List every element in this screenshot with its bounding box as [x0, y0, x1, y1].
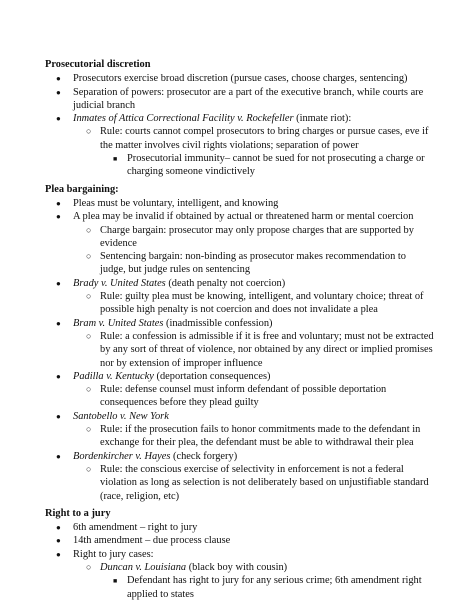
case-name: Duncan v. Louisiana [100, 561, 187, 573]
bullet-square-icon [113, 152, 125, 166]
case-name: Bordenkircher v. Hayes [73, 450, 171, 462]
bullet-square-icon [113, 574, 125, 588]
sub-list-item: ○ Charge bargain: prosecutor may only propose charges that are supported by evidence [73, 224, 434, 251]
bullet-list [45, 521, 434, 601]
sub-list-item: ○ Rule: the conscious exercise of selectivity in enforcement is not a federal violation as long as selection is not deliberately based on unjustifiable standard (race, religion, etc) [73, 463, 434, 503]
list-item: ● Padilla v. Kentucky (deportation consequences) ○ Rule: defense counsel must inform defendant of possible deportation consequences before they plead guilty [45, 370, 434, 410]
list-item: ● 14th amendment – due process clause [45, 534, 434, 547]
bullet-dot-icon [56, 72, 68, 85]
list-item: ● Bordenkircher v. Hayes (check forgery) ○ Rule: the conscious exercise of selectivity in enforcement is not a federal violation as long as selection is not deliberately based on unjustifiable standard (race, religion, etc) [45, 450, 434, 503]
bullet-dot-icon [56, 410, 68, 423]
sub-list-item: ○ Rule: if the prosecution fails to honor commitments made to the defendant in exchange for their plea, the defendant must be able to withdrawal their plea [73, 423, 434, 450]
list-item: ● 6th amendment – right to jury [45, 521, 434, 534]
section-right-to-jury [45, 507, 434, 601]
bullet-circle-icon [86, 290, 98, 303]
sub-list [73, 290, 434, 317]
bullet-circle-icon [86, 463, 98, 476]
sub-list [73, 463, 434, 503]
section-prosecutorial-discretion [45, 58, 434, 179]
bullet-circle-icon [86, 423, 98, 436]
case-name: Padilla v. Kentucky [73, 370, 154, 382]
bullet-dot-icon [56, 317, 68, 330]
sub-list [73, 423, 434, 450]
bullet-circle-icon [86, 250, 98, 263]
bullet-dot-icon [56, 112, 68, 125]
sub-list-item: ○ Rule: courts cannot compel prosecutors to bring charges or pursue cases, eve if the matter involves civil rights violations; separation of power ■ Prosecutorial immunity– cannot be sued for not prosecuting a charge or charging someone vindictively [73, 125, 434, 178]
sub-list-item: ○ Rule: defense counsel must inform defendant of possible deportation consequences before they plead guilty [73, 383, 434, 410]
sub-list-item: ○ Sentencing bargain: non-binding as prosecutor makes recommendation to judge, but judge rules on sentencing [73, 250, 434, 277]
sub-list-item: ○ Rule: guilty plea must be knowing, intelligent, and voluntary choice; threat of possible high penalty is not coercion and does not invalidate a plea [73, 290, 434, 317]
bullet-dot-icon [56, 548, 68, 561]
list-item: ● Prosecutors exercise broad discretion (pursue cases, choose charges, sentencing) [45, 72, 434, 85]
sub-list [73, 224, 434, 277]
section-heading: Right to a jury [45, 507, 111, 519]
sub-list-item: ○ Duncan v. Louisiana (black boy with cousin) ■ Defendant has right to jury for any serious crime; 6th amendment right applied to states [73, 561, 434, 601]
sub-sub-list [100, 574, 434, 601]
bullet-circle-icon [86, 383, 98, 396]
case-name: Inmates of Attica Correctional Facility v. Rockefeller [73, 113, 294, 125]
bullet-list [45, 72, 434, 178]
sub-sub-list-item: ■ Defendant has right to jury for any serious crime; 6th amendment right applied to states [100, 574, 434, 601]
sub-sub-list-item: ■ Prosecutorial immunity– cannot be sued for not prosecuting a charge or charging someone vindictively [100, 152, 434, 179]
section-heading: Plea bargaining: [45, 183, 119, 195]
list-item: ● Pleas must be voluntary, intelligent, and knowing [45, 197, 434, 210]
bullet-circle-icon [86, 224, 98, 237]
list-item: ● Separation of powers: prosecutor are a part of the executive branch, while courts are judicial branch [45, 86, 434, 113]
bullet-dot-icon [56, 534, 68, 547]
bullet-circle-icon [86, 125, 98, 138]
sub-list [73, 125, 434, 178]
sub-list [73, 561, 434, 601]
list-item: ● Brady v. United States (death penalty not coercion) ○ Rule: guilty plea must be knowing, intelligent, and voluntary choice; threat of possible high penalty is not coercion and does not invalidate a plea [45, 277, 434, 317]
bullet-dot-icon [56, 521, 68, 534]
section-plea-bargaining [45, 183, 434, 503]
bullet-dot-icon [56, 197, 68, 210]
sub-list [73, 330, 434, 370]
sub-list-item: ○ Rule: a confession is admissible if it is free and voluntary; must not be extracted by any sort of threat of violence, nor obtained by any direct or implied promises nor by extension of improper influence [73, 330, 434, 370]
case-name: Bram v. United States [73, 317, 164, 329]
list-item: ● A plea may be invalid if obtained by actual or threatened harm or mental coercion ○ Charge bargain: prosecutor may only propose charges that are supported by evidence ○ Sentencing bargain: non-binding as prosecutor makes recommendation to judge, but judge rules on sentencing [45, 210, 434, 276]
list-item: ● Bram v. United States (inadmissible confession) ○ Rule: a confession is admissible if it is free and voluntary; must not be extracted by any sort of threat of violence, nor obtained by any direct or implied promises nor by extension of improper influence [45, 317, 434, 370]
section-heading: Prosecutorial discretion [45, 59, 151, 70]
list-item: ● Inmates of Attica Correctional Facility v. Rockefeller (inmate riot): ○ Rule: courts cannot compel prosecutors to bring charges or pursue cases, eve if the matter involves civil rights violations; separation of power ■ Prosecutorial immunity– cannot be sued for not prosecuting a charge or charging someone vindictively [45, 112, 434, 178]
case-name: Brady v. United States [73, 277, 166, 289]
sub-sub-list [100, 152, 434, 179]
list-item [45, 410, 434, 450]
bullet-circle-icon [86, 330, 98, 343]
list-item: ● Right to jury cases: ○ Duncan v. Louisiana (black boy with cousin) ■ Defendant has right to jury for any serious crime; 6th amendment right applied to states [45, 548, 434, 601]
sub-list [73, 383, 434, 410]
bullet-dot-icon [56, 277, 68, 290]
bullet-dot-icon [56, 450, 68, 463]
bullet-list [45, 197, 434, 503]
bullet-dot-icon [56, 86, 68, 99]
bullet-dot-icon [56, 370, 68, 383]
bullet-circle-icon [86, 561, 98, 574]
bullet-dot-icon [56, 210, 68, 223]
case-name: Santobello v. New York [73, 410, 169, 422]
